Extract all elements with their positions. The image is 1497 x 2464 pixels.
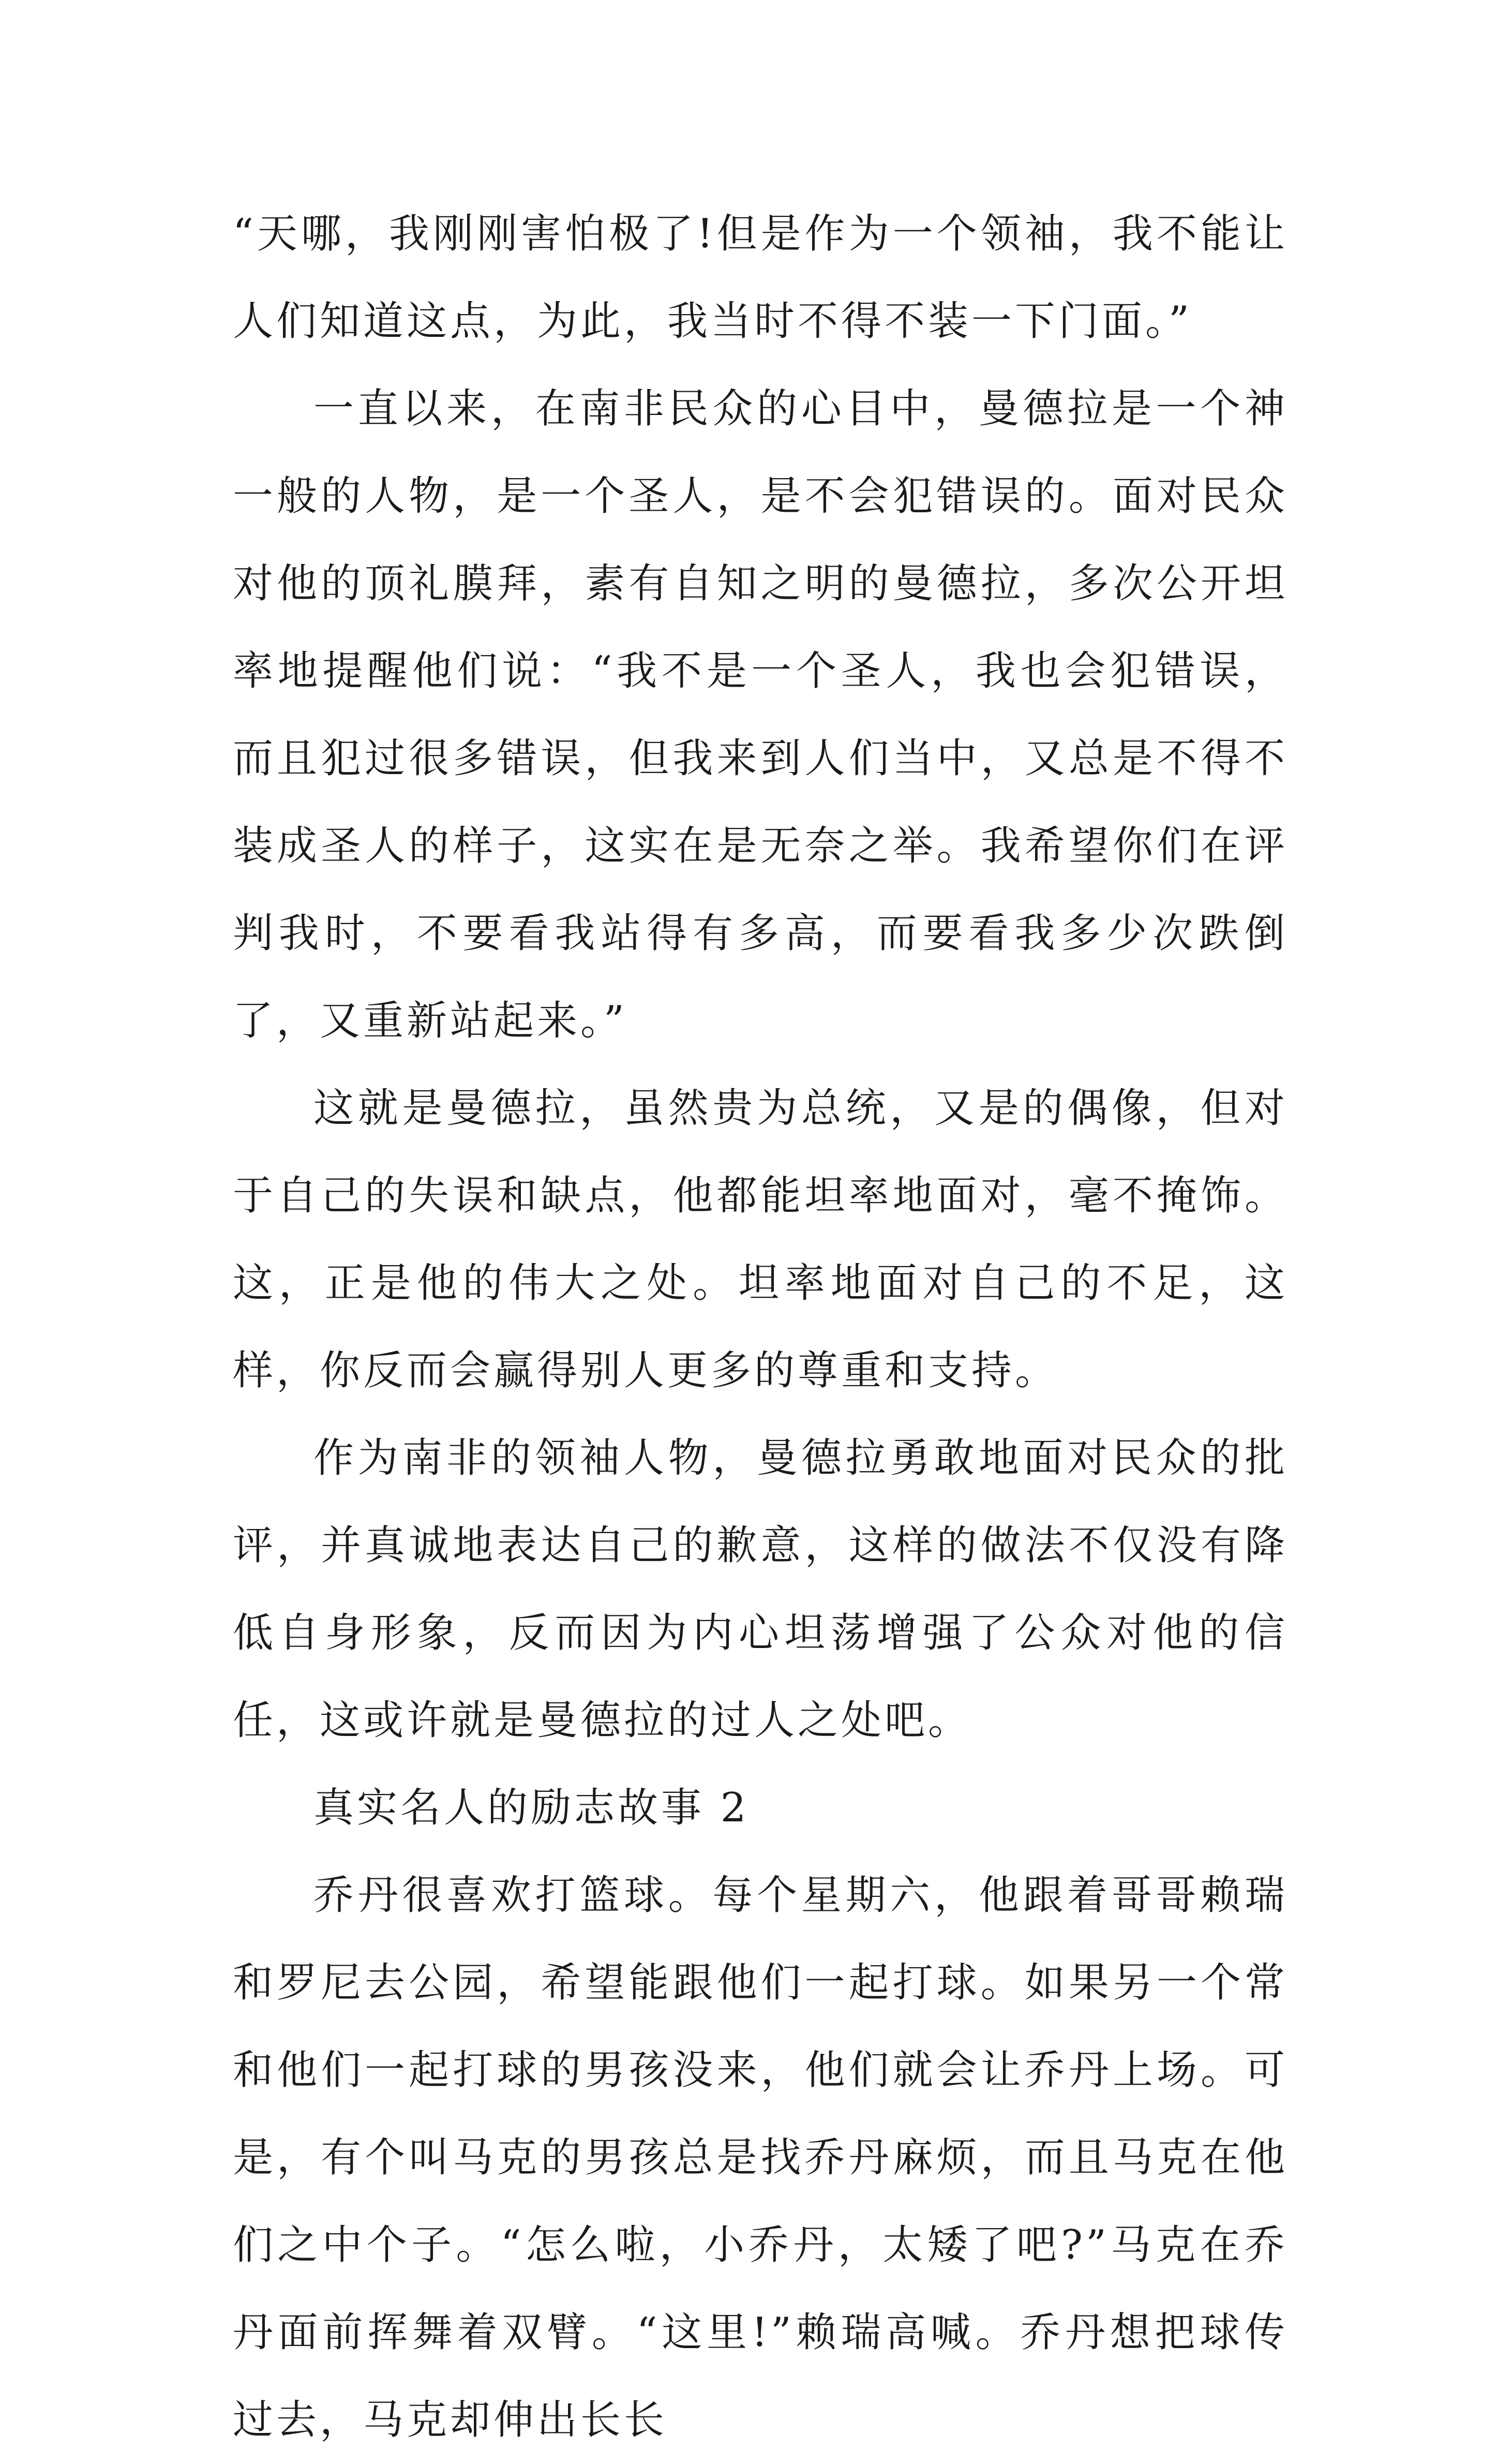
paragraph-mandela-leader: 作为南非的领袖人物，曼德拉勇敢地面对民众的批评，并真诚地表达自己的歉意，这样的做法不仅没有降低自身形象，反而因为内心坦荡增强了公众对他的信任，这或许就是曼德拉的过人之处吧。 [233, 1435, 1288, 1744]
document-body [233, 190, 1288, 2464]
section-heading: 真实名人的励志故事 2 [313, 1785, 750, 1831]
paragraph-quote-ending: “天哪，我刚刚害怕极了!但是作为一个领袖，我不能让人们知道这点，为此，我当时不得不装一下门面。” [233, 211, 1288, 345]
paragraph-jordan-story: 乔丹很喜欢打篮球。每个星期六，他跟着哥哥赖瑞和罗尼去公园，希望能跟他们一起打球。如果另一个常和他们一起打球的男孩没来，他们就会让乔丹上场。可是，有个叫马克的男孩总是找乔丹麻烦，而且马克在他们之中个子。“怎么啦，小乔丹，太矮了吧?”马克在乔丹面前挥舞着双臂。“这里!”赖瑞高喊。乔丹想把球传过去，马克却伸出长长 [233, 1872, 1288, 2443]
paragraph-mandela-saint: 一直以来，在南非民众的心目中，曼德拉是一个神一般的人物，是一个圣人，是不会犯错误的。面对民众对他的顶礼膜拜，素有自知之明的曼德拉，多次公开坦率地提醒他们说：“我不是一个圣人，我也会犯错误，而且犯过很多错误，但我来到人们当中，又总是不得不装成圣人的样子，这实在是无奈之举。我希望你们在评判我时，不要看我站得有多高，而要看我多少次跌倒了，又重新站起来。” [233, 385, 1288, 1044]
paragraph-mandela-honesty: 这就是曼德拉，虽然贵为总统，又是的偶像，但对于自己的失误和缺点，他都能坦率地面对，毫不掩饰。这，正是他的伟大之处。坦率地面对自己的不足，这样，你反而会赢得别人更多的尊重和支持。 [233, 1085, 1288, 1394]
